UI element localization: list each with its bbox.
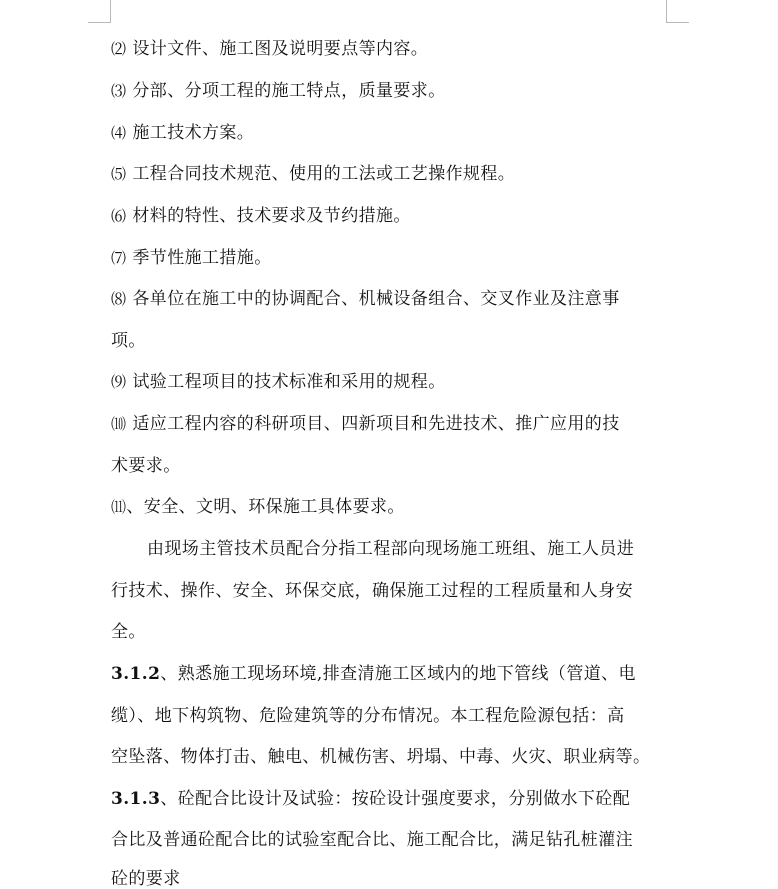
paragraph-line-cut-off: 砼的要求 [111,869,181,889]
section-3-1-3: 3.1.3、砼配合比设计及试验：按砼设计强度要求，分别做水下砼配 [111,789,631,809]
list-item-8: ⑻ 各单位在施工中的协调配合、机械设备组合、交叉作业及注意事 [111,289,620,309]
paragraph-line: 全。 [111,622,146,642]
paragraph-line: 空坠落、物体打击、触电、机械伤害、坍塌、中毒、火灾、职业病等。 [111,747,651,767]
list-item-2: ⑵ 设计文件、施工图及说明要点等内容。 [111,39,429,59]
paragraph-line: 由现场主管技术员配合分指工程部向现场施工班组、施工人员进 [147,539,635,559]
page-corner-mark-right [666,0,689,23]
list-item-8-continued: 项。 [111,331,146,351]
list-item-5: ⑸ 工程合同技术规范、使用的工法或工艺操作规程。 [111,164,516,184]
list-item-10: ⑽ 适应工程内容的科研项目、四新项目和先进技术、推广应用的技 [111,414,620,434]
list-item-6: ⑹ 材料的特性、技术要求及节约措施。 [111,206,411,226]
list-item-9: ⑼ 试验工程项目的技术标准和采用的规程。 [111,372,446,392]
list-item-4: ⑷ 施工技术方案。 [111,123,255,143]
page-corner-mark-left [88,0,111,23]
section-3-1-2: 3.1.2、熟悉施工现场环境,排查清施工区域内的地下管线（管道、电 [111,664,636,684]
paragraph-line: 合比及普通砼配合比的试验室配合比、施工配合比，满足钻孔桩灌注 [111,830,633,850]
list-item-10-continued: 术要求。 [111,456,181,476]
paragraph-line: 缆）、地下构筑物、危险建筑等的分布情况。本工程危险源包括：高 [111,706,625,726]
list-item-11: ⑾、安全、文明、环保施工具体要求。 [111,497,405,517]
paragraph-line: 行技术、操作、安全、环保交底，确保施工过程的工程质量和人身安 [111,581,633,601]
list-item-3: ⑶ 分部、分项工程的施工特点，质量要求。 [111,81,446,101]
list-item-7: ⑺ 季节性施工措施。 [111,248,272,268]
section-number: 3.1.2 [111,664,161,684]
section-number: 3.1.3 [111,789,161,809]
